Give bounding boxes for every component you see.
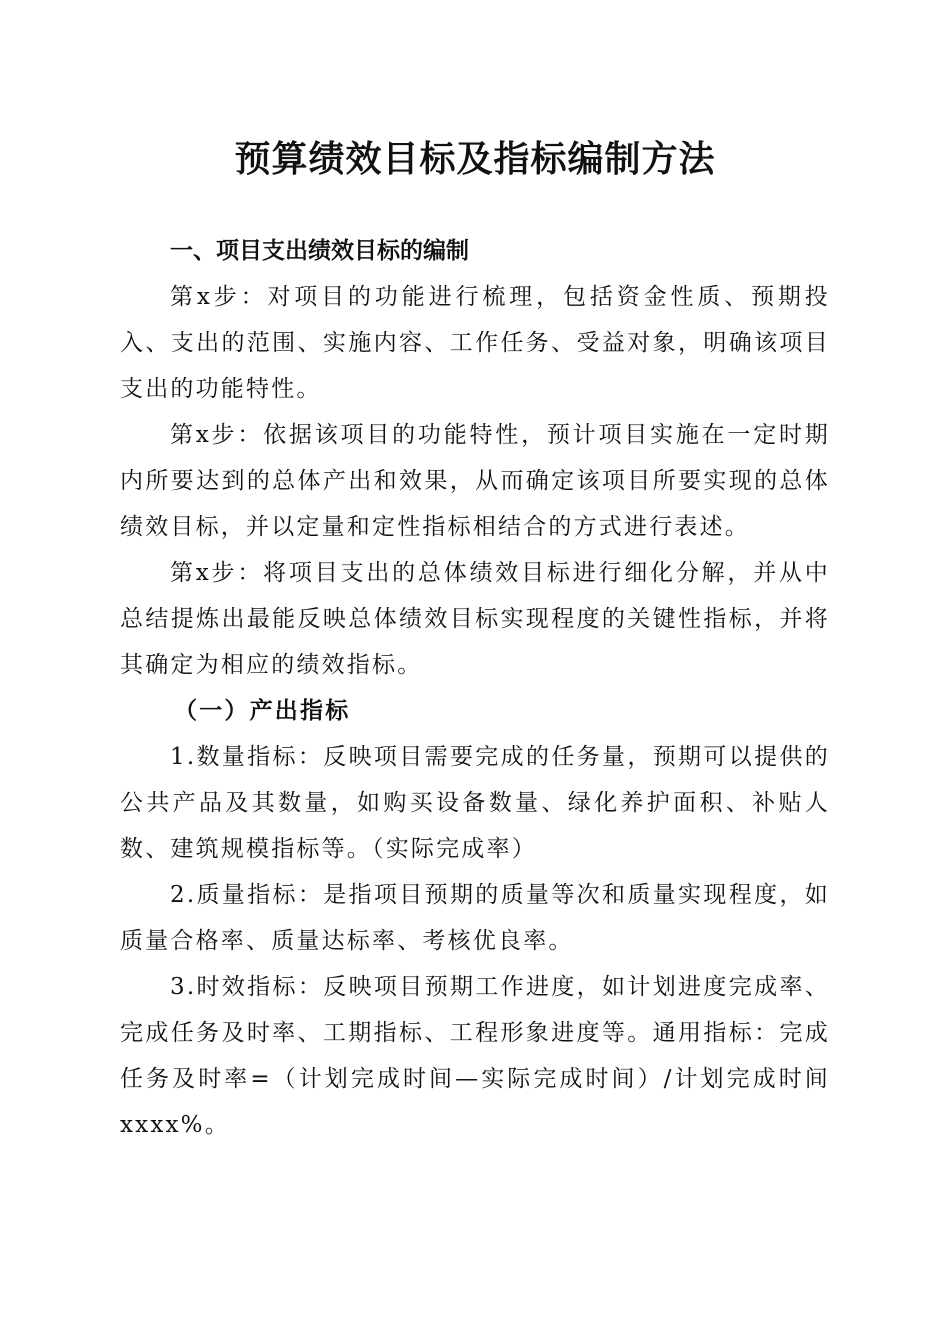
step-paragraph: 第x步：将项目支出的总体绩效目标进行细化分解，并从中总结提炼出最能反映总体绩效目标实现程度的关键性指标，并将其确定为相应的绩效指标。 [120,560,830,678]
step-paragraph: 第x步：依据该项目的功能特性，预计项目实施在一定时期内所要达到的总体产出和效果，从而确定该项目所要实现的总体绩效目标，并以定量和定性指标相结合的方式进行表述。 [120,422,830,540]
indicator-paragraph: 3.时效指标：反映项目预期工作进度，如计划进度完成率、完成任务及时率、工期指标、工程形象进度等。通用指标：完成任务及时率=（计划完成时间—实际完成时间）/计划完成时间xxxx%。 [120,974,830,1138]
step-paragraph: 第x步：对项目的功能进行梳理，包括资金性质、预期投入、支出的范围、实施内容、工作任务、受益对象，明确该项目支出的功能特性。 [120,284,830,402]
document-body [120,228,830,1148]
indicator-paragraph: 1.数量指标：反映项目需要完成的任务量，预期可以提供的公共产品及其数量，如购买设备数量、绿化养护面积、补贴人数、建筑规模指标等。（实际完成率） [120,744,830,862]
document-title: 预算绩效目标及指标编制方法 [234,139,716,180]
indicator-paragraph: 2.质量指标：是指项目预期的质量等次和质量实现程度，如质量合格率、质量达标率、考核优良率。 [120,882,830,954]
subsection-heading: （一）产出指标 [174,697,351,724]
section-heading: 一、项目支出绩效目标的编制 [170,238,469,264]
